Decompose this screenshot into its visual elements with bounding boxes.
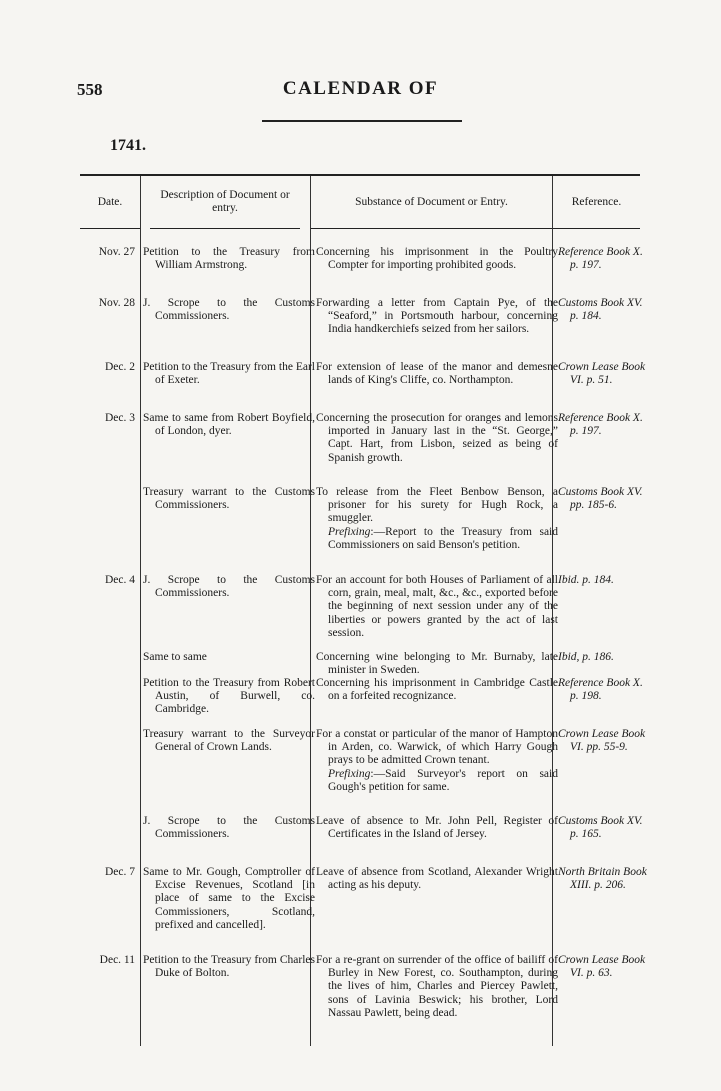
entry-substance [316, 486, 558, 552]
entry-substance: Leave of absence from Scotland, Alexander Wright acting as his deputy. [316, 866, 558, 892]
entry-reference: Customs Book XV. pp. 185-6. [558, 486, 643, 512]
header-rule [262, 120, 462, 122]
entry-description: Petition to the Treasury from Charles Duke of Bolton. [143, 954, 315, 980]
entry-reference: Ibid, p. 186. [558, 651, 614, 663]
page-number: 558 [77, 80, 103, 99]
entry-reference: Crown Lease Book VI. p. 63. [558, 954, 646, 980]
entry-date: Dec. 11 [99, 954, 135, 966]
prefixing-label: Prefixing [328, 525, 371, 538]
entry-reference: North Britain Book XIII. p. 206. [558, 866, 647, 892]
entry-description: Same to Mr. Gough, Comptroller of Excise Revenues, Scotland [in place of same to the Excise Commissioners, Scotland, prefixed and cancelled]. [143, 866, 315, 931]
column-divider [140, 176, 141, 1046]
entry-substance: Concerning the prosecution for oranges and lemons imported in January last in the “St. George,” Capt. Hart, from Lisbon, seized as being of Spanish growth. [316, 412, 558, 464]
entry-reference: Reference Book X. p. 197. [558, 412, 643, 438]
entry-reference: Customs Book XV. p. 184. [558, 297, 643, 323]
entry-substance: Concerning his imprisonment in the Poultry Compter for importing prohibited goods. [316, 246, 558, 272]
entry-description: Petition to the Treasury from William Armstrong. [143, 246, 315, 272]
prefixing-text: :—Report to the Treasury from said Commissioners on said Benson's petition. [328, 525, 558, 551]
entry-reference: Reference Book X. p. 198. [558, 677, 643, 703]
entry-description: Petition to the Treasury from Robert Austin, of Burwell, co. Cambridge. [143, 677, 315, 716]
entry-substance: For a re-grant on surrender of the office of bailiff of Burley in New Forest, co. Southampton, during the lives of him, Charles and Piercey Pawlett, sons of Lavinia Beswick; his brother, Lord Nassau Pawlett, being dead. [316, 954, 558, 1019]
entry-reference: Customs Book XV. p. 165. [558, 815, 643, 841]
column-header-substance: Substance of Document or Entry. [311, 176, 552, 229]
prefixing-text: :—Said Surveyor's report on said Gough's petition for same. [328, 767, 558, 793]
entry-substance: For extension of lease of the manor and demesne lands of King's Cliffe, co. Northampton. [316, 361, 558, 387]
entry-description: J. Scrope to the Customs Commissioners. [143, 297, 315, 323]
entry-substance: Concerning his imprisonment in Cambridge Castle on a forfeited recognizance. [316, 677, 558, 703]
entry-description: J. Scrope to the Customs Commissioners. [143, 815, 315, 841]
entry-description: Petition to the Treasury from the Earl of Exeter. [143, 361, 315, 387]
entry-description: Treasury warrant to the Customs Commissioners. [143, 486, 315, 512]
entry-reference: Reference Book X. p. 197. [558, 246, 643, 272]
entry-date: Dec. 7 [104, 866, 135, 878]
entry-reference: Crown Lease Book VI. pp. 55-9. [558, 728, 646, 754]
entry-date: Dec. 2 [104, 361, 135, 373]
prefixing-label: Prefixing [328, 767, 371, 780]
entry-date: Nov. 27 [98, 246, 135, 258]
running-title: CALENDAR OF [282, 78, 439, 99]
entry-substance-text: For a constat or particular of the manor of Hampton in Arden, co. Warwick, of which Harry Gough prays to be admitted Crown tenant. [316, 728, 558, 767]
column-header-description: Description of Document or entry. [150, 176, 300, 229]
entry-substance: Concerning wine belonging to Mr. Burnaby, late minister in Sweden. [316, 651, 558, 677]
entry-substance: Leave of absence to Mr. John Pell, Register of Certificates in the Island of Jersey. [316, 815, 558, 841]
column-header-reference: Reference. [553, 176, 640, 229]
entry-date: Dec. 4 [104, 574, 135, 586]
entry-reference: Crown Lease Book VI. p. 51. [558, 361, 646, 387]
calendar-table [80, 174, 647, 1046]
entry-date: Nov. 28 [98, 297, 135, 309]
entry-description: Same to same [143, 651, 207, 663]
entry-substance [316, 728, 558, 794]
entry-substance: Forwarding a letter from Captain Pye, of the “Seaford,” in Portsmouth harbour, concerning India handkerchiefs seized from her sailors. [316, 297, 558, 336]
entry-reference: Ibid. p. 184. [558, 574, 614, 586]
entry-date: Dec. 3 [104, 412, 135, 424]
entry-description: J. Scrope to the Customs Commissioners. [143, 574, 315, 600]
entry-substance-text: To release from the Fleet Benbow Benson, a prisoner for his surety for Hugh Rock, a smuggler. [316, 486, 558, 525]
entry-substance: For an account for both Houses of Parliament of all corn, grain, meal, malt, &c., &c., exported before the beginning of next session under any of the liberties or powers granted by the act of last session. [316, 574, 558, 639]
column-header-date: Date. [80, 176, 140, 229]
entry-description: Treasury warrant to the Surveyor General of Crown Lands. [143, 728, 315, 754]
entry-description: Same to same from Robert Boyfield, of London, dyer. [143, 412, 315, 438]
year-heading: 1741. [110, 137, 146, 154]
